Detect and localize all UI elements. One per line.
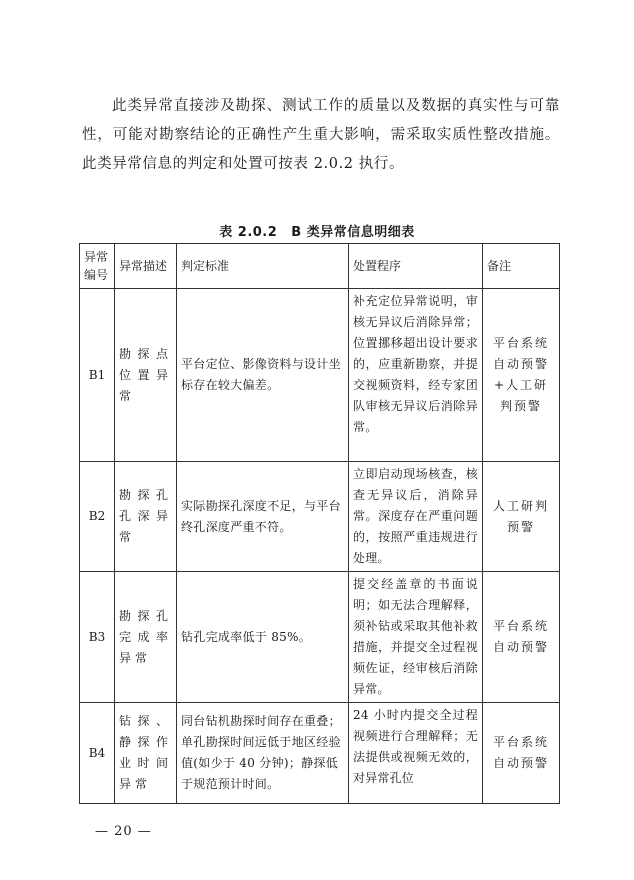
table-row: [80, 462, 560, 572]
header-desc: 异常描述: [115, 244, 177, 289]
cell-procedure: 立即启动现场核查，核查无异议后，消除异常。深度存在严重问题的，按照严重违规进行处理。: [349, 462, 483, 572]
cell-id: B4: [80, 703, 115, 804]
cell-desc: 勘探孔完成率异常: [115, 572, 177, 703]
header-id: 异常编号: [80, 244, 115, 289]
cell-note: 平台系统自动预警+人工研判预警: [483, 289, 560, 462]
table-title: B 类异常信息明细表: [291, 225, 415, 240]
header-criterion: 判定标准: [177, 244, 349, 289]
table-row: [80, 703, 560, 804]
header-note: 备注: [483, 244, 560, 289]
cell-note: 平台系统自动预警: [483, 703, 560, 804]
cell-note: 平台系统自动预警: [483, 572, 560, 703]
cell-criterion: 钻孔完成率低于 85%。: [177, 572, 349, 703]
cell-criterion: 实际勘探孔深度不足，与平台终孔深度严重不符。: [177, 462, 349, 572]
cell-desc: 勘探点位置异常: [115, 289, 177, 462]
cell-desc: 勘探孔孔深异常: [115, 462, 177, 572]
cell-procedure: 24 小时内提交全过程视频进行合理解释；无法提供或视频无效的，对异常孔位: [349, 703, 483, 804]
cell-criterion: 平台定位、影像资料与设计坐标存在较大偏差。: [177, 289, 349, 462]
table-caption: [0, 221, 634, 240]
table-row: [80, 572, 560, 703]
table-number: 表 2.0.2: [219, 225, 278, 240]
cell-id: B2: [80, 462, 115, 572]
cell-criterion: 同台钻机勘探时间存在重叠；单孔勘探时间远低于地区经验值(如少于 40 分钟)；静探低于规范预计时间。: [177, 703, 349, 804]
cell-note: 人工研判预警: [483, 462, 560, 572]
header-procedure: 处置程序: [349, 244, 483, 289]
cell-procedure: 提交经盖章的书面说明；如无法合理解释，须补钻或采取其他补救措施，并提交全过程视频佐证，经审核后消除异常。: [349, 572, 483, 703]
cell-id: B3: [80, 572, 115, 703]
page-number: — 20 —: [95, 824, 152, 839]
table-header-row: [80, 244, 560, 289]
b-class-anomaly-table: [79, 243, 560, 804]
cell-procedure: 补充定位异常说明，审核无异议后消除异常；位置挪移超出设计要求的，应重新勘察，并提交视频资料，经专家团队审核无异议后消除异常。: [349, 289, 483, 462]
cell-desc: 钻探、静探作业时间异常: [115, 703, 177, 804]
table-row: [80, 289, 560, 462]
cell-id: B1: [80, 289, 115, 462]
intro-paragraph: 此类异常直接涉及勘探、测试工作的质量以及数据的真实性与可靠性，可能对勘察结论的正确性产生重大影响，需采取实质性整改措施。此类异常信息的判定和处置可按表 2.0.2 执行。: [82, 98, 560, 172]
